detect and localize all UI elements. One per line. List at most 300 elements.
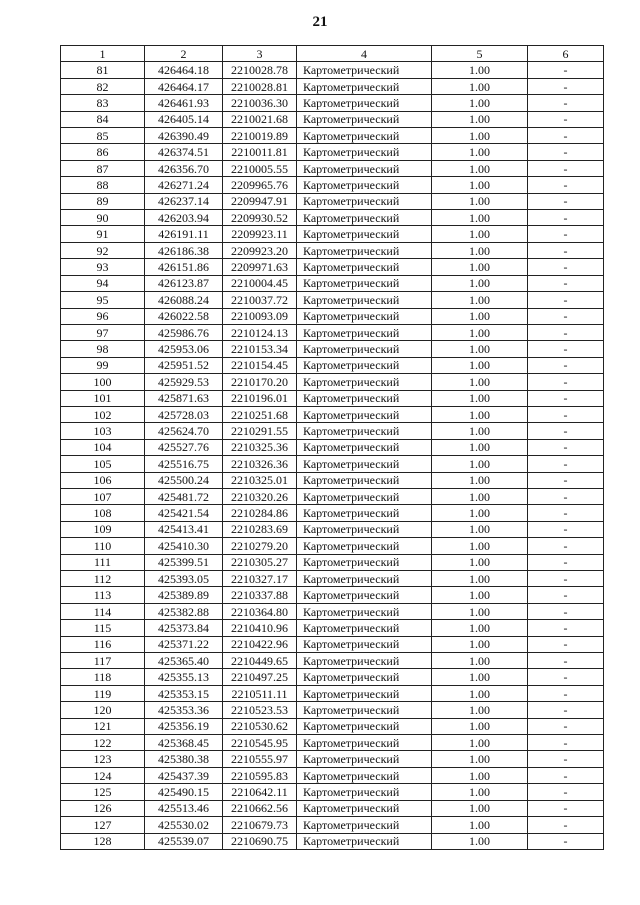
x-coordinate-cell: 425371.22 (145, 636, 223, 652)
point-number-cell: 122 (61, 735, 145, 751)
accuracy-cell: 1.00 (432, 538, 528, 554)
table-row (61, 718, 604, 734)
description-cell: - (528, 111, 604, 127)
x-coordinate-cell: 425365.40 (145, 653, 223, 669)
y-coordinate-cell: 2210337.88 (223, 587, 297, 603)
table-row (61, 735, 604, 751)
accuracy-cell: 1.00 (432, 177, 528, 193)
y-coordinate-cell: 2210036.30 (223, 95, 297, 111)
x-coordinate-cell: 425871.63 (145, 390, 223, 406)
y-coordinate-cell: 2209971.63 (223, 259, 297, 275)
x-coordinate-cell: 425421.54 (145, 505, 223, 521)
point-number-cell: 125 (61, 784, 145, 800)
accuracy-cell: 1.00 (432, 210, 528, 226)
coordinates-table (60, 45, 604, 850)
point-number-cell: 120 (61, 702, 145, 718)
accuracy-cell: 1.00 (432, 554, 528, 570)
description-cell: - (528, 374, 604, 390)
point-number-cell: 82 (61, 78, 145, 94)
accuracy-cell: 1.00 (432, 735, 528, 751)
point-number-cell: 104 (61, 439, 145, 455)
table-row (61, 324, 604, 340)
table-row (61, 833, 604, 849)
table-row (61, 800, 604, 816)
point-number-cell: 94 (61, 275, 145, 291)
table-row (61, 193, 604, 209)
table-row (61, 505, 604, 521)
description-cell: - (528, 242, 604, 258)
accuracy-cell: 1.00 (432, 128, 528, 144)
x-coordinate-cell: 426186.38 (145, 242, 223, 258)
method-cell: Картометрический (297, 669, 432, 685)
point-number-cell: 100 (61, 374, 145, 390)
accuracy-cell: 1.00 (432, 341, 528, 357)
y-coordinate-cell: 2210497.25 (223, 669, 297, 685)
x-coordinate-cell: 425368.45 (145, 735, 223, 751)
y-coordinate-cell: 2210325.01 (223, 472, 297, 488)
table-row (61, 275, 604, 291)
accuracy-cell: 1.00 (432, 817, 528, 833)
x-coordinate-cell: 425527.76 (145, 439, 223, 455)
accuracy-cell: 1.00 (432, 259, 528, 275)
column-header-4: 4 (297, 46, 432, 62)
x-coordinate-cell: 425728.03 (145, 406, 223, 422)
table-row (61, 456, 604, 472)
y-coordinate-cell: 2210523.53 (223, 702, 297, 718)
accuracy-cell: 1.00 (432, 390, 528, 406)
y-coordinate-cell: 2210196.01 (223, 390, 297, 406)
y-coordinate-cell: 2210410.96 (223, 620, 297, 636)
description-cell: - (528, 423, 604, 439)
method-cell: Картометрический (297, 423, 432, 439)
accuracy-cell: 1.00 (432, 636, 528, 652)
description-cell: - (528, 636, 604, 652)
x-coordinate-cell: 425530.02 (145, 817, 223, 833)
method-cell: Картометрический (297, 242, 432, 258)
table-row (61, 308, 604, 324)
description-cell: - (528, 571, 604, 587)
y-coordinate-cell: 2209930.52 (223, 210, 297, 226)
point-number-cell: 101 (61, 390, 145, 406)
method-cell: Картометрический (297, 95, 432, 111)
accuracy-cell: 1.00 (432, 669, 528, 685)
x-coordinate-cell: 426151.86 (145, 259, 223, 275)
description-cell: - (528, 341, 604, 357)
x-coordinate-cell: 426405.14 (145, 111, 223, 127)
y-coordinate-cell: 2210326.36 (223, 456, 297, 472)
y-coordinate-cell: 2210595.83 (223, 767, 297, 783)
description-cell: - (528, 390, 604, 406)
method-cell: Картометрический (297, 144, 432, 160)
table-row (61, 226, 604, 242)
table-row (61, 472, 604, 488)
description-cell: - (528, 193, 604, 209)
x-coordinate-cell: 425481.72 (145, 488, 223, 504)
table-row (61, 423, 604, 439)
table-row (61, 784, 604, 800)
method-cell: Картометрический (297, 308, 432, 324)
accuracy-cell: 1.00 (432, 751, 528, 767)
method-cell: Картометрический (297, 193, 432, 209)
point-number-cell: 112 (61, 571, 145, 587)
y-coordinate-cell: 2210320.26 (223, 488, 297, 504)
table-row (61, 259, 604, 275)
x-coordinate-cell: 426390.49 (145, 128, 223, 144)
y-coordinate-cell: 2210004.45 (223, 275, 297, 291)
x-coordinate-cell: 425382.88 (145, 603, 223, 619)
table-row (61, 95, 604, 111)
y-coordinate-cell: 2210284.86 (223, 505, 297, 521)
y-coordinate-cell: 2210028.81 (223, 78, 297, 94)
point-number-cell: 91 (61, 226, 145, 242)
point-number-cell: 95 (61, 292, 145, 308)
method-cell: Картометрический (297, 488, 432, 504)
description-cell: - (528, 521, 604, 537)
method-cell: Картометрический (297, 718, 432, 734)
description-cell: - (528, 685, 604, 701)
table-row (61, 817, 604, 833)
description-cell: - (528, 275, 604, 291)
y-coordinate-cell: 2210449.65 (223, 653, 297, 669)
point-number-cell: 83 (61, 95, 145, 111)
accuracy-cell: 1.00 (432, 833, 528, 849)
table-row (61, 669, 604, 685)
accuracy-cell: 1.00 (432, 226, 528, 242)
description-cell: - (528, 357, 604, 373)
accuracy-cell: 1.00 (432, 374, 528, 390)
point-number-cell: 111 (61, 554, 145, 570)
y-coordinate-cell: 2210325.36 (223, 439, 297, 455)
accuracy-cell: 1.00 (432, 784, 528, 800)
column-header-3: 3 (223, 46, 297, 62)
point-number-cell: 85 (61, 128, 145, 144)
x-coordinate-cell: 426464.17 (145, 78, 223, 94)
y-coordinate-cell: 2210037.72 (223, 292, 297, 308)
x-coordinate-cell: 426088.24 (145, 292, 223, 308)
point-number-cell: 114 (61, 603, 145, 619)
x-coordinate-cell: 426374.51 (145, 144, 223, 160)
y-coordinate-cell: 2210005.55 (223, 160, 297, 176)
method-cell: Картометрический (297, 324, 432, 340)
y-coordinate-cell: 2210305.27 (223, 554, 297, 570)
table-row (61, 62, 604, 78)
accuracy-cell: 1.00 (432, 406, 528, 422)
accuracy-cell: 1.00 (432, 653, 528, 669)
table-row (61, 571, 604, 587)
y-coordinate-cell: 2210028.78 (223, 62, 297, 78)
point-number-cell: 123 (61, 751, 145, 767)
point-number-cell: 99 (61, 357, 145, 373)
description-cell: - (528, 456, 604, 472)
x-coordinate-cell: 425399.51 (145, 554, 223, 570)
point-number-cell: 128 (61, 833, 145, 849)
description-cell: - (528, 620, 604, 636)
table-row (61, 702, 604, 718)
table-row (61, 538, 604, 554)
y-coordinate-cell: 2210679.73 (223, 817, 297, 833)
x-coordinate-cell: 426203.94 (145, 210, 223, 226)
accuracy-cell: 1.00 (432, 357, 528, 373)
point-number-cell: 115 (61, 620, 145, 636)
description-cell: - (528, 292, 604, 308)
method-cell: Картометрический (297, 653, 432, 669)
point-number-cell: 96 (61, 308, 145, 324)
description-cell: - (528, 702, 604, 718)
table-row (61, 78, 604, 94)
x-coordinate-cell: 426461.93 (145, 95, 223, 111)
accuracy-cell: 1.00 (432, 587, 528, 603)
method-cell: Картометрический (297, 160, 432, 176)
y-coordinate-cell: 2210011.81 (223, 144, 297, 160)
y-coordinate-cell: 2210422.96 (223, 636, 297, 652)
point-number-cell: 88 (61, 177, 145, 193)
y-coordinate-cell: 2210124.13 (223, 324, 297, 340)
x-coordinate-cell: 425951.52 (145, 357, 223, 373)
method-cell: Картометрический (297, 833, 432, 849)
method-cell: Картометрический (297, 456, 432, 472)
x-coordinate-cell: 425389.89 (145, 587, 223, 603)
accuracy-cell: 1.00 (432, 144, 528, 160)
x-coordinate-cell: 425410.30 (145, 538, 223, 554)
accuracy-cell: 1.00 (432, 620, 528, 636)
method-cell: Картометрический (297, 78, 432, 94)
description-cell: - (528, 472, 604, 488)
table-header-row (61, 46, 604, 62)
y-coordinate-cell: 2210291.55 (223, 423, 297, 439)
accuracy-cell: 1.00 (432, 456, 528, 472)
description-cell: - (528, 505, 604, 521)
description-cell: - (528, 259, 604, 275)
method-cell: Картометрический (297, 406, 432, 422)
description-cell: - (528, 144, 604, 160)
method-cell: Картометрический (297, 292, 432, 308)
description-cell: - (528, 800, 604, 816)
table-row (61, 554, 604, 570)
accuracy-cell: 1.00 (432, 472, 528, 488)
description-cell: - (528, 554, 604, 570)
point-number-cell: 108 (61, 505, 145, 521)
method-cell: Картометрический (297, 603, 432, 619)
x-coordinate-cell: 425490.15 (145, 784, 223, 800)
table-row (61, 357, 604, 373)
y-coordinate-cell: 2210093.09 (223, 308, 297, 324)
page-number: 21 (312, 14, 328, 30)
accuracy-cell: 1.00 (432, 702, 528, 718)
point-number-cell: 113 (61, 587, 145, 603)
x-coordinate-cell: 425513.46 (145, 800, 223, 816)
x-coordinate-cell: 426464.18 (145, 62, 223, 78)
table-row (61, 521, 604, 537)
method-cell: Картометрический (297, 554, 432, 570)
accuracy-cell: 1.00 (432, 62, 528, 78)
point-number-cell: 90 (61, 210, 145, 226)
point-number-cell: 118 (61, 669, 145, 685)
description-cell: - (528, 95, 604, 111)
table-row (61, 620, 604, 636)
accuracy-cell: 1.00 (432, 242, 528, 258)
column-header-1: 1 (61, 46, 145, 62)
y-coordinate-cell: 2210555.97 (223, 751, 297, 767)
method-cell: Картометрический (297, 390, 432, 406)
description-cell: - (528, 669, 604, 685)
accuracy-cell: 1.00 (432, 488, 528, 504)
method-cell: Картометрический (297, 275, 432, 291)
description-cell: - (528, 406, 604, 422)
description-cell: - (528, 833, 604, 849)
point-number-cell: 84 (61, 111, 145, 127)
x-coordinate-cell: 426356.70 (145, 160, 223, 176)
x-coordinate-cell: 425437.39 (145, 767, 223, 783)
point-number-cell: 124 (61, 767, 145, 783)
x-coordinate-cell: 426271.24 (145, 177, 223, 193)
description-cell: - (528, 767, 604, 783)
method-cell: Картометрический (297, 210, 432, 226)
description-cell: - (528, 653, 604, 669)
point-number-cell: 103 (61, 423, 145, 439)
table-row (61, 587, 604, 603)
y-coordinate-cell: 2209965.76 (223, 177, 297, 193)
accuracy-cell: 1.00 (432, 111, 528, 127)
point-number-cell: 117 (61, 653, 145, 669)
description-cell: - (528, 538, 604, 554)
description-cell: - (528, 160, 604, 176)
point-number-cell: 81 (61, 62, 145, 78)
method-cell: Картометрический (297, 735, 432, 751)
description-cell: - (528, 735, 604, 751)
accuracy-cell: 1.00 (432, 571, 528, 587)
table-row (61, 292, 604, 308)
table-row (61, 177, 604, 193)
x-coordinate-cell: 425355.13 (145, 669, 223, 685)
table-row (61, 751, 604, 767)
method-cell: Картометрический (297, 767, 432, 783)
description-cell: - (528, 128, 604, 144)
y-coordinate-cell: 2210019.89 (223, 128, 297, 144)
accuracy-cell: 1.00 (432, 505, 528, 521)
table-row (61, 488, 604, 504)
x-coordinate-cell: 426123.87 (145, 275, 223, 291)
description-cell: - (528, 439, 604, 455)
accuracy-cell: 1.00 (432, 193, 528, 209)
point-number-cell: 89 (61, 193, 145, 209)
column-header-5: 5 (432, 46, 528, 62)
accuracy-cell: 1.00 (432, 292, 528, 308)
table-row (61, 390, 604, 406)
table-body (61, 62, 604, 850)
x-coordinate-cell: 425393.05 (145, 571, 223, 587)
point-number-cell: 97 (61, 324, 145, 340)
table-row (61, 341, 604, 357)
description-cell: - (528, 488, 604, 504)
x-coordinate-cell: 425539.07 (145, 833, 223, 849)
method-cell: Картометрический (297, 538, 432, 554)
description-cell: - (528, 78, 604, 94)
point-number-cell: 110 (61, 538, 145, 554)
column-header-6: 6 (528, 46, 604, 62)
table-row (61, 636, 604, 652)
x-coordinate-cell: 425953.06 (145, 341, 223, 357)
method-cell: Картометрический (297, 685, 432, 701)
x-coordinate-cell: 425356.19 (145, 718, 223, 734)
y-coordinate-cell: 2210511.11 (223, 685, 297, 701)
method-cell: Картометрический (297, 128, 432, 144)
accuracy-cell: 1.00 (432, 718, 528, 734)
method-cell: Картометрический (297, 374, 432, 390)
point-number-cell: 93 (61, 259, 145, 275)
y-coordinate-cell: 2209923.11 (223, 226, 297, 242)
method-cell: Картометрический (297, 62, 432, 78)
table-row (61, 128, 604, 144)
method-cell: Картометрический (297, 259, 432, 275)
table-row (61, 685, 604, 701)
point-number-cell: 121 (61, 718, 145, 734)
description-cell: - (528, 62, 604, 78)
method-cell: Картометрический (297, 784, 432, 800)
accuracy-cell: 1.00 (432, 160, 528, 176)
table-row (61, 406, 604, 422)
y-coordinate-cell: 2210154.45 (223, 357, 297, 373)
point-number-cell: 127 (61, 817, 145, 833)
point-number-cell: 109 (61, 521, 145, 537)
table-row (61, 439, 604, 455)
y-coordinate-cell: 2210364.80 (223, 603, 297, 619)
x-coordinate-cell: 425353.15 (145, 685, 223, 701)
x-coordinate-cell: 425373.84 (145, 620, 223, 636)
description-cell: - (528, 587, 604, 603)
description-cell: - (528, 784, 604, 800)
x-coordinate-cell: 425986.76 (145, 324, 223, 340)
x-coordinate-cell: 425353.36 (145, 702, 223, 718)
point-number-cell: 86 (61, 144, 145, 160)
table-row (61, 653, 604, 669)
x-coordinate-cell: 425500.24 (145, 472, 223, 488)
y-coordinate-cell: 2210170.20 (223, 374, 297, 390)
x-coordinate-cell: 425516.75 (145, 456, 223, 472)
y-coordinate-cell: 2210251.68 (223, 406, 297, 422)
description-cell: - (528, 210, 604, 226)
y-coordinate-cell: 2209923.20 (223, 242, 297, 258)
point-number-cell: 98 (61, 341, 145, 357)
method-cell: Картометрический (297, 177, 432, 193)
point-number-cell: 126 (61, 800, 145, 816)
method-cell: Картометрический (297, 800, 432, 816)
table-row (61, 210, 604, 226)
method-cell: Картометрический (297, 357, 432, 373)
table-row (61, 144, 604, 160)
y-coordinate-cell: 2210545.95 (223, 735, 297, 751)
accuracy-cell: 1.00 (432, 78, 528, 94)
y-coordinate-cell: 2210021.68 (223, 111, 297, 127)
method-cell: Картометрический (297, 341, 432, 357)
description-cell: - (528, 308, 604, 324)
description-cell: - (528, 817, 604, 833)
accuracy-cell: 1.00 (432, 439, 528, 455)
y-coordinate-cell: 2210690.75 (223, 833, 297, 849)
description-cell: - (528, 226, 604, 242)
y-coordinate-cell: 2210530.62 (223, 718, 297, 734)
table-row (61, 603, 604, 619)
description-cell: - (528, 177, 604, 193)
x-coordinate-cell: 426191.11 (145, 226, 223, 242)
point-number-cell: 92 (61, 242, 145, 258)
point-number-cell: 116 (61, 636, 145, 652)
point-number-cell: 119 (61, 685, 145, 701)
x-coordinate-cell: 426237.14 (145, 193, 223, 209)
y-coordinate-cell: 2209947.91 (223, 193, 297, 209)
accuracy-cell: 1.00 (432, 324, 528, 340)
accuracy-cell: 1.00 (432, 603, 528, 619)
method-cell: Картометрический (297, 571, 432, 587)
